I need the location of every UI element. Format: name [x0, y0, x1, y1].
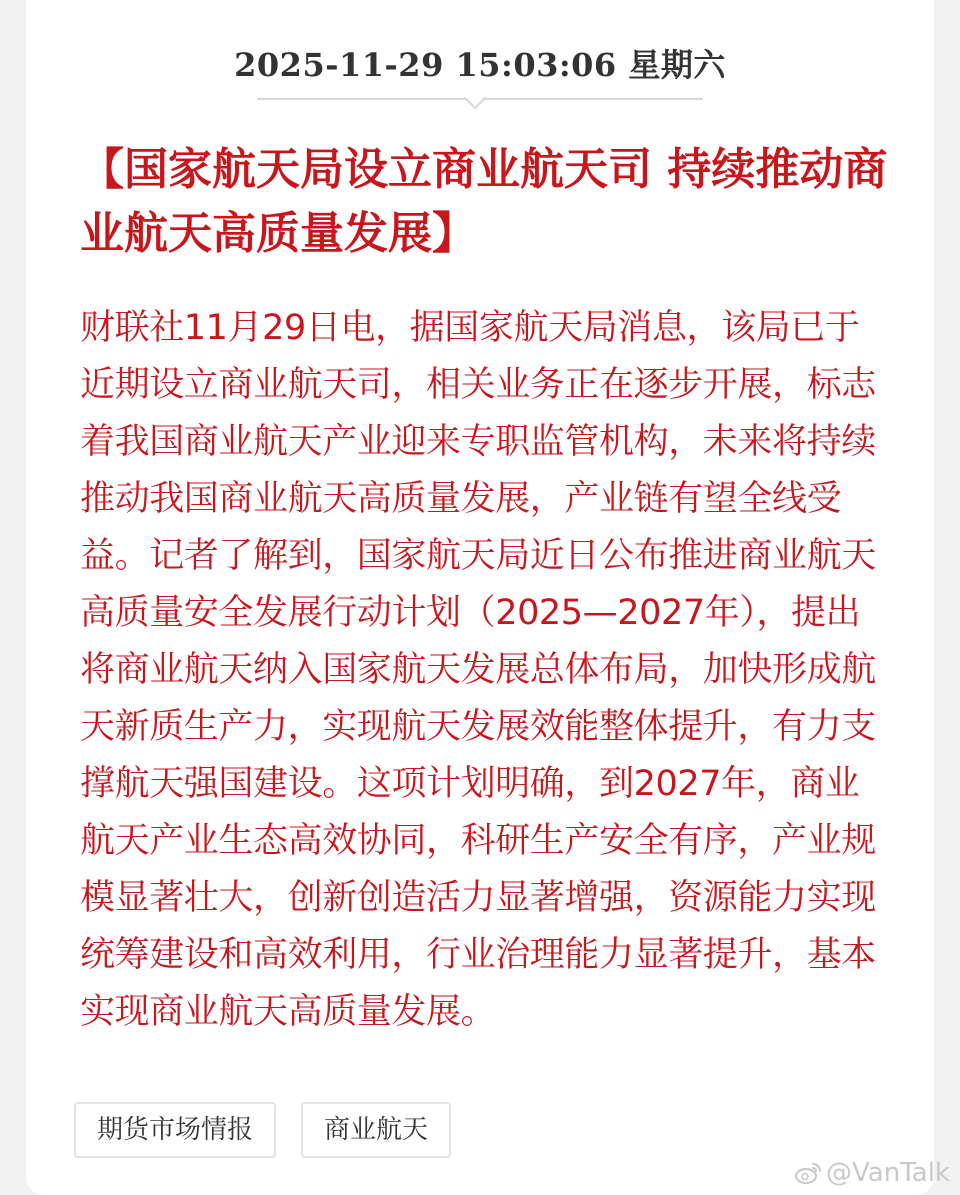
watermark-text: @VanTalk: [826, 1158, 950, 1188]
publish-datetime: 2025-11-29 15:03:06 星期六: [234, 46, 726, 84]
weibo-watermark: [794, 1158, 950, 1188]
tag-futures-market-intel[interactable]: 期货市场情报: [74, 1102, 276, 1158]
weibo-icon: [794, 1161, 822, 1185]
tag-list: [74, 1102, 451, 1158]
tag-commercial-aerospace[interactable]: 商业航天: [301, 1102, 451, 1158]
article-headline: 【国家航天局设立商业航天司 持续推动商业航天高质量发展】: [80, 144, 888, 259]
article-body: 财联社11月29日电，据国家航天局消息，该局已于近期设立商业航天司，相关业务正在逐步开展，标志着我国商业航天产业迎来专职监管机构，未来将持续推动我国商业航天高质量发展，产业链有望全线受益。记者了解到，国家航天局近日公布推进商业航天高质量安全发展行动计划（2025—2027年），提出将商业航天纳入国家航天发展总体布局，加快形成航天新质生产力，实现航天发展效能整体提升，有力支撑航天强国建设。这项计划明确，到2027年，商业航天产业生态高效协同，科研生产安全有序，产业规模显著壮大，创新创造活力显著增强，资源能力实现统筹建设和高效利用，行业治理能力显著提升，基本实现商业航天高质量发展。: [80, 308, 876, 1032]
